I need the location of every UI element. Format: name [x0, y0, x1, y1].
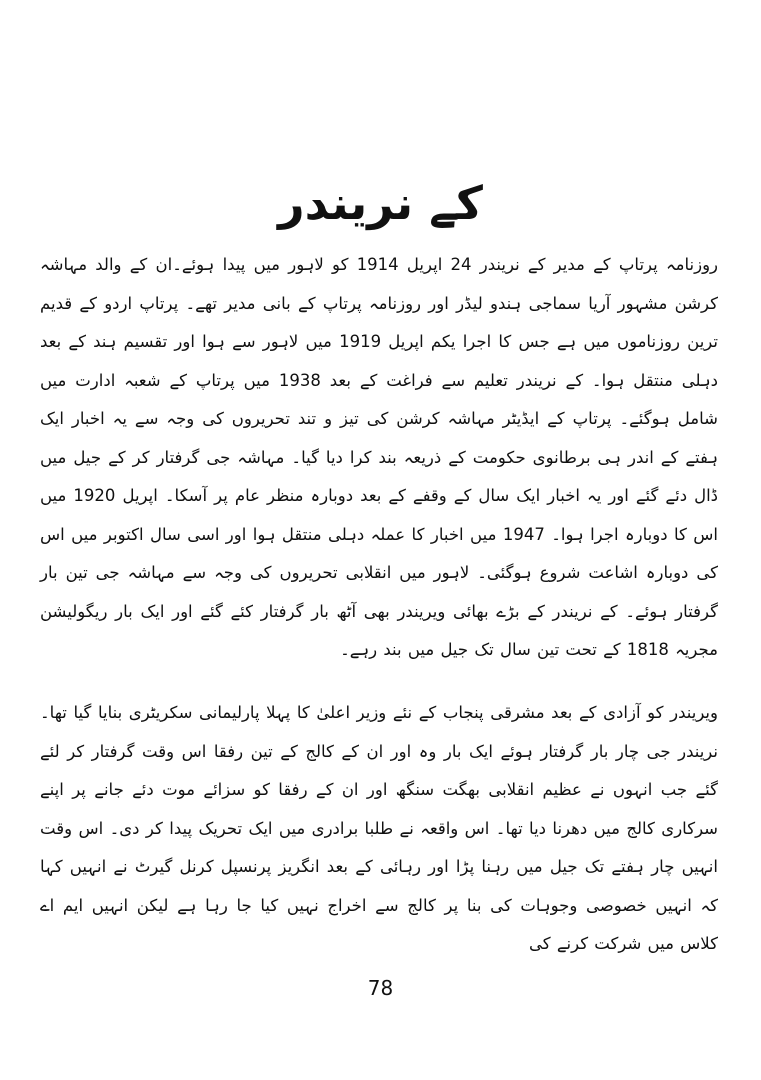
- page-title: کے نریندر: [278, 176, 483, 230]
- paragraph-1: روزنامہ پرتاپ کے مدیر کے نریندر 24 اپریل 1914 کو لاہور میں پیدا ہوئے۔ان کے والد مہاشہ کرشن مشہور آریا سماجی ہندو لیڈر اور روزنامہ پرتاپ کے بانی مدیر تھے۔ پرتاپ اردو کے قدیم ترین روزناموں میں ہے جس کا اجرا یکم اپریل 1919 میں لاہور سے ہوا اور تقسیم ہند کے بعد دہلی منتقل ہوا۔ کے نریندر تعلیم سے فراغت کے بعد 1938 میں پرتاپ کے شعبہ ادارت میں شامل ہوگئے۔ پرتاپ کے ایڈیٹر مہاشہ کرشن کی تیز و تند تحریروں کی وجہ سے یہ اخبار ایک ہفتے کے اندر ہی برطانوی حکومت کے ذریعہ بند کرا دیا گیا۔ مہاشہ جی گرفتار کر کے جیل میں ڈال دئے گئے اور یہ اخبار ایک سال کے وقفے کے بعد دوبارہ منظر عام پر آسکا۔ اپریل 1920 میں اس کا دوبارہ اجرا ہوا۔ 1947 میں اخبار کا عملہ دہلی منتقل ہوا اور اسی سال اکتوبر میں اس کی دوبارہ اشاعت شروع ہوگئی۔ لاہور میں انقلابی تحریروں کی وجہ سے مہاشہ جی تین بار گرفتار ہوئے۔ کے نریندر کے بڑے بھائی ویریندر بھی آٹھ بار گرفتار کئے گئے اور ایک بار ریگولیشن مجریہ 1818 کے تحت تین سال تک جیل میں بند رہے۔: [40, 255, 719, 659]
- paragraph-2: ویریندر کو آزادی کے بعد مشرقی پنجاب کے نئے وزیر اعلیٰ کا پہلا پارلیمانی سکریٹری بنایا گیا تھا۔ نریندر جی چار بار گرفتار ہوئے ایک بار وہ اور ان کے کالج کے تین رفقا اس وقت گرفتار کر لئے گئے جب انہوں نے عظیم انقلابی بھگت سنگھ اور ان کے رفقا کو سزائے موت دئے جانے پر اپنے سرکاری کالج میں دھرنا دیا تھا۔ اس واقعہ نے طلبا برادری میں ایک تحریک پیدا کر دی۔ اس وقت انہیں چار ہفتے تک جیل میں رہنا پڑا اور رہائی کے بعد انگریز پرنسپل کرنل گیرٹ نے انہیں کہا کہ انہیں خصوصی وجوہات کی بنا پر کالج سے اخراج نہیں کیا جا رہا ہے لیکن انہیں ایم اے کلاس میں شرکت کرنے کی: [40, 703, 718, 953]
- page-number: 78: [367, 976, 394, 1000]
